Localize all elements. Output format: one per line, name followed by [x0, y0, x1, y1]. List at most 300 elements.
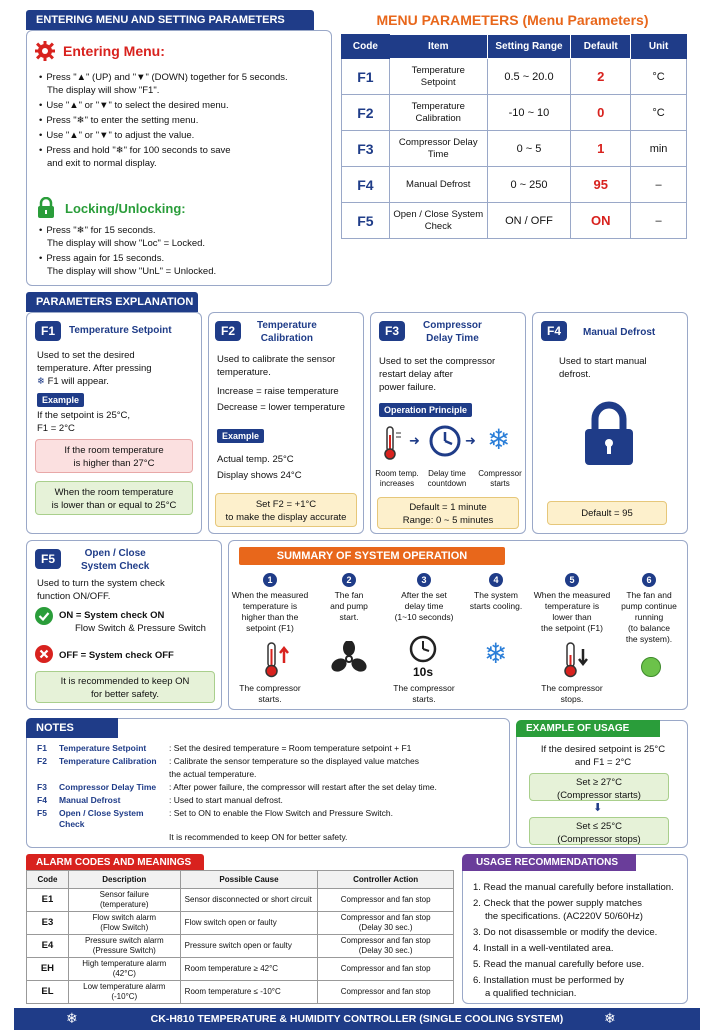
f4-desc-line: defrost. [559, 369, 591, 380]
step-number: 1 [263, 573, 277, 587]
snowflake-icon: ❄ [487, 424, 511, 455]
note-desc: : Calibrate the sensor temperature so the displayed value matches [169, 756, 419, 766]
locking-list [39, 224, 329, 278]
f1-red-box [35, 439, 193, 473]
alarm-desc [68, 889, 180, 912]
note-id [37, 832, 59, 843]
f3-desc-line: restart delay after [379, 369, 453, 380]
f3-caption: Compressor starts [478, 469, 522, 488]
f1-desc-line: Used to set the desired [37, 350, 135, 361]
alarm-code: EH [27, 958, 69, 981]
summary-panel [228, 540, 688, 710]
menu-param-item: Compressor Delay Time [389, 131, 487, 167]
f1-badge: F1 [35, 321, 61, 341]
col-header: Description [68, 871, 180, 889]
menu-param-range: 0 ~ 5 [487, 131, 571, 167]
summary-step [229, 573, 311, 634]
alarm-code: EL [27, 981, 69, 1004]
usage-stop-box [529, 817, 669, 845]
f5-on-line: ON = System check ON [59, 610, 165, 621]
f2-title [257, 319, 317, 345]
f4-desc-line: Used to start manual [559, 356, 647, 367]
x-circle-icon [35, 645, 53, 663]
f5-desc-line: function ON/OFF. [37, 591, 111, 602]
entering-title: Entering Menu: [63, 43, 165, 59]
alarm-action-line: Compressor and fan stop [340, 913, 431, 922]
f5-desc-line: Used to turn the system check [37, 578, 165, 589]
note-row [37, 743, 503, 754]
f2-badge: F2 [215, 321, 241, 341]
step-number: 3 [417, 573, 431, 587]
step-text: When the measured [533, 590, 611, 600]
usage-line: If the desired setpoint is 25°C [540, 744, 666, 755]
f1-example-line: If the setpoint is 25°C, [37, 410, 131, 421]
menu-params-header-row [342, 35, 687, 59]
f3-caption: Delay time countdown [427, 469, 467, 488]
menu-param-row [342, 203, 687, 239]
col-header: Default [571, 35, 631, 59]
note-name: Temperature Calibration [59, 756, 157, 766]
clock-icon [429, 425, 461, 457]
note-desc: : Used to start manual defrost. [169, 795, 283, 805]
menu-param-code: F1 [342, 59, 390, 95]
menu-param-default: ON [571, 203, 631, 239]
note-id: F5 [37, 808, 47, 818]
recommend-line: the specifications. (AC220V 50/60Hz) [485, 911, 643, 922]
recommend-line: 6. Installation must be performed by [473, 975, 625, 986]
check-circle-icon [35, 607, 53, 625]
alarms-header: ALARM CODES AND MEANINGS [26, 854, 204, 871]
usage-start-box [529, 773, 669, 801]
recommend-item [473, 897, 685, 923]
menu-param-unit: – [631, 203, 687, 239]
step-result-text: starts. [412, 694, 436, 704]
recommend-header: USAGE RECOMMENDATIONS [462, 854, 636, 871]
menu-param-item: Temperature Calibration [389, 95, 487, 131]
alarm-cause: Room temperature ≥ 42°C [180, 958, 318, 981]
step-text: (1~10 seconds) [394, 612, 454, 622]
alarm-action [318, 981, 454, 1004]
menu-param-row [342, 167, 687, 203]
note-row [37, 795, 503, 806]
f3-title-line: Delay Time [426, 333, 479, 344]
f1-desc-line: F1 will appear. [47, 376, 109, 387]
f2-example-line: Display shows 24°C [217, 470, 302, 481]
menu-param-default: 0 [571, 95, 631, 131]
note-name [59, 832, 169, 843]
step-result [229, 683, 311, 705]
note-row [37, 782, 503, 793]
note-name: Compressor Delay Time [59, 782, 157, 792]
alarm-row [27, 981, 454, 1004]
step-number: 4 [489, 573, 503, 587]
f1-green-box [35, 481, 193, 515]
step-text: The fan [334, 590, 364, 600]
entering-line: • Press "❄" to enter the setting menu. [39, 114, 329, 127]
alarm-desc-line: High temperature alarm [82, 959, 167, 968]
alarm-desc-line: (Pressure Switch) [92, 946, 156, 955]
f1-red-line: If the room temperature [64, 445, 164, 456]
summary-step [531, 573, 613, 634]
step-text: When the measured [231, 590, 309, 600]
f3-caption: Room temp. increases [375, 469, 419, 488]
alarm-desc [68, 935, 180, 958]
f2-box-line: to make the display accurate [225, 512, 347, 523]
step-number: 5 [565, 573, 579, 587]
note-name: Temperature Setpoint [59, 743, 147, 753]
step-result [531, 683, 613, 705]
f1-green-line: is lower than or equal to 25°C [51, 500, 177, 511]
usage-line: and F1 = 2°C [574, 757, 632, 768]
menu-params-title: MENU PARAMETERS (Menu Parameters) [376, 12, 649, 28]
step-result-text: starts. [258, 694, 282, 704]
alarms-table [26, 870, 454, 1004]
locking-line: The display will show "Loc" = Locked. [47, 238, 206, 249]
f5-desc [37, 577, 165, 603]
f1-example-tag: Example [37, 393, 84, 407]
menu-param-code: F2 [342, 95, 390, 131]
alarm-desc-line: Low temperature alarm [83, 982, 166, 991]
recommend-line: 2. Check that the power supply matches [473, 898, 642, 909]
step-result-text: The compressor [541, 683, 603, 693]
menu-param-row [342, 59, 687, 95]
recommend-item [473, 958, 685, 971]
alarm-action-line: Compressor and fan stop [340, 936, 431, 945]
alarm-action-line: Compressor and fan stop [340, 987, 431, 996]
menu-param-code: F4 [342, 167, 390, 203]
f1-green-line: When the room temperature [54, 487, 174, 498]
step-text: the setpoint (F1) [541, 623, 603, 633]
note-name [59, 769, 169, 780]
step-number: 2 [342, 573, 356, 587]
note-id: F3 [37, 782, 47, 792]
note-desc: : Set the desired temperature = Room temperature setpoint + F1 [169, 743, 412, 753]
footer-bar [14, 1008, 700, 1030]
f3-title [423, 319, 482, 345]
step-result-text: The compressor [239, 683, 301, 693]
f4-title: Manual Defrost [583, 327, 656, 338]
alarm-row [27, 889, 454, 912]
timer-label: 10s [412, 665, 434, 679]
note-desc: It is recommended to keep ON for better safety. [169, 832, 348, 842]
step-text: The fan and [626, 590, 672, 600]
alarm-desc-line: Pressure switch alarm [84, 936, 164, 945]
menu-param-row [342, 131, 687, 167]
alarm-action-line: (Delay 30 sec.) [358, 923, 413, 932]
menu-param-item: Manual Defrost [389, 167, 487, 203]
step-text: The system [474, 590, 518, 600]
alarm-action-line: (Delay 30 sec.) [358, 946, 413, 955]
step-text: higher than the [241, 612, 299, 622]
menu-param-range: 0 ~ 250 [487, 167, 571, 203]
f3-op-tag: Operation Principle [379, 403, 472, 417]
snowflake-icon: ❄ [604, 1010, 616, 1026]
f3-desc-line: power failure. [379, 382, 437, 393]
f4-desc [559, 355, 647, 381]
step-text: After the set [401, 590, 447, 600]
step-text: starts cooling. [469, 601, 523, 611]
recommend-panel [462, 854, 688, 1004]
menu-param-code: F3 [342, 131, 390, 167]
note-id: F2 [37, 756, 47, 766]
step-text: temperature is [242, 601, 298, 611]
step-text: the system). [625, 634, 673, 644]
f5-badge: F5 [35, 549, 61, 569]
menu-param-item: Temperature Setpoint [389, 59, 487, 95]
f2-increase: Increase = raise temperature [217, 386, 339, 397]
recommend-line: 4. Install in a well-ventilated area. [473, 943, 614, 954]
summary-header: SUMMARY OF SYSTEM OPERATION [239, 547, 505, 565]
usage-example-desc [517, 743, 689, 769]
f3-title-line: Compressor [423, 320, 482, 331]
f5-title-line: Open / Close [84, 548, 146, 559]
f5-title [81, 547, 149, 573]
usage-example-panel [516, 720, 688, 848]
arrow-right-icon: ➜ [465, 433, 476, 448]
step-number: 6 [642, 573, 656, 587]
f3-box-line: Range: 0 ~ 5 minutes [402, 515, 494, 526]
running-indicator-light [641, 657, 661, 677]
step-text: (to balance [627, 623, 671, 633]
menu-param-unit: – [631, 167, 687, 203]
locking-line: • Press again for 15 seconds. [39, 252, 329, 265]
recommend-list [473, 881, 685, 1003]
f2-desc-line: temperature. [217, 367, 271, 378]
f5-recommend-box [35, 671, 215, 703]
menu-param-code: F5 [342, 203, 390, 239]
f3-badge: F3 [379, 321, 405, 341]
note-name: Open / Close System Check [59, 808, 144, 829]
menu-param-unit: min [631, 131, 687, 167]
menu-param-item: Open / Close System Check [389, 203, 487, 239]
note-id: F4 [37, 795, 47, 805]
note-row [37, 756, 503, 767]
recommend-line: a qualified technician. [485, 988, 577, 999]
step-text: lower than [552, 612, 592, 622]
alarm-desc [68, 912, 180, 935]
f4-default-box: Default = 95 [547, 501, 667, 525]
note-desc: : After power failure, the compressor will restart after the set delay time. [169, 782, 437, 792]
note-desc: : Set to ON to enable the Flow Switch and Pressure Switch. [169, 808, 393, 818]
recommend-item [473, 942, 685, 955]
f5-box-line: for better safety. [91, 689, 159, 700]
step-result-text: stops. [560, 694, 584, 704]
f1-red-line: is higher than 27°C [73, 458, 155, 469]
recommend-item [473, 926, 685, 939]
locking-title: Locking/Unlocking: [65, 201, 186, 216]
step-text: pump continue [621, 601, 677, 611]
f2-title-line: Calibration [260, 333, 314, 344]
alarm-cause: Flow switch open or faulty [180, 912, 318, 935]
f2-example-line: Actual temp. 25°C [217, 454, 294, 465]
clock-icon [409, 635, 437, 663]
notes-list [37, 743, 503, 845]
step-text: and pump [330, 601, 368, 611]
step-result [387, 683, 461, 705]
note-row [37, 832, 503, 843]
alarm-cause: Pressure switch open or faulty [180, 935, 318, 958]
menu-param-unit: °C [631, 95, 687, 131]
alarm-cause: Sensor disconnected or short circuit [180, 889, 318, 912]
f5-card [26, 540, 222, 710]
usage-box-line: Set ≥ 27°C [576, 777, 622, 788]
f3-box-line: Default = 1 minute [409, 502, 487, 513]
alarm-code: E1 [27, 889, 69, 912]
usage-box-line: (Compressor starts) [557, 790, 641, 801]
col-header: Code [342, 35, 390, 59]
alarm-desc-line: (temperature) [100, 900, 149, 909]
gear-icon [35, 41, 55, 61]
alarms-header-row [27, 871, 454, 889]
thermometer-up-icon [381, 425, 403, 461]
enter-section-panel [26, 30, 332, 286]
recommend-line: 1. Read the manual carefully before installation. [473, 882, 674, 893]
f5-on-line: Flow Switch & Pressure Switch [75, 623, 206, 634]
entering-line: • Use "▲" or "▼" to select the desired menu. [39, 99, 329, 112]
entering-line: and exit to normal display. [47, 158, 157, 169]
f3-desc [379, 355, 525, 394]
f3-desc-line: Used to set the compressor [379, 356, 496, 367]
f1-example-line: F1 = 2°C [37, 423, 75, 434]
note-desc: the actual temperature. [169, 769, 257, 779]
f1-card [26, 312, 202, 534]
f1-desc-line: temperature. After pressing [37, 363, 152, 374]
alarm-desc-line: (Flow Switch) [100, 923, 149, 932]
f1-example [37, 409, 130, 435]
alarm-code: E3 [27, 912, 69, 935]
menu-param-range: ON / OFF [487, 203, 571, 239]
f2-desc [217, 353, 363, 414]
f2-decrease: Decrease = lower temperature [217, 402, 346, 413]
f2-box-line: Set F2 = +1°C [255, 499, 317, 510]
f3-default-box [377, 497, 519, 529]
alarm-desc [68, 958, 180, 981]
f5-on [59, 609, 206, 635]
recommend-item [473, 974, 685, 1000]
summary-step [461, 573, 531, 612]
col-header: Controller Action [318, 871, 454, 889]
f4-badge: F4 [541, 321, 567, 341]
step-text: temperature is [544, 601, 600, 611]
alarm-action-line: Compressor and fan stop [340, 895, 431, 904]
alarm-action [318, 958, 454, 981]
thermometer-up-icon [262, 641, 292, 679]
f2-card [208, 312, 364, 534]
usage-box-line: (Compressor stops) [557, 834, 641, 845]
alarm-desc [68, 981, 180, 1004]
alarm-action [318, 935, 454, 958]
col-header: Code [27, 871, 69, 889]
entering-line: • Use "▲" or "▼" to adjust the value. [39, 129, 329, 142]
explain-header: PARAMETERS EXPLANATION [26, 292, 198, 312]
summary-step [387, 573, 461, 623]
alarm-cause: Room temperature ≤ -10°C [180, 981, 318, 1004]
menu-param-default: 1 [571, 131, 631, 167]
f2-example [217, 453, 302, 482]
padlock-icon [37, 197, 55, 219]
note-id [37, 769, 59, 780]
alarm-desc-line: (42°C) [112, 969, 136, 978]
footer-title: CK-H810 TEMPERATURE & HUMIDITY CONTROLLER (SINGLE COOLING SYSTEM) [150, 1013, 564, 1025]
usage-box-line: Set ≤ 25°C [576, 821, 622, 832]
locking-line: • Press "❄" for 15 seconds. [39, 224, 329, 237]
note-row [37, 808, 503, 830]
alarm-code: E4 [27, 935, 69, 958]
recommend-line: 3. Do not disassemble or modify the device. [473, 927, 658, 938]
step-text: delay time [404, 601, 444, 611]
arrow-right-icon: ➜ [409, 433, 420, 448]
alarm-action-line: Compressor and fan stop [340, 964, 431, 973]
f2-result-box [215, 493, 357, 527]
f5-box-line: It is recommended to keep ON [60, 676, 190, 687]
recommend-line: 5. Read the manual carefully before use. [473, 959, 645, 970]
snowflake-icon: ❄ [484, 638, 508, 669]
arrow-down-icon: ⬇ [593, 802, 603, 814]
summary-step [613, 573, 685, 645]
menu-param-default: 95 [571, 167, 631, 203]
f4-card [532, 312, 688, 534]
notes-panel [26, 718, 510, 848]
menu-param-row [342, 95, 687, 131]
f2-example-tag: Example [217, 429, 264, 443]
snowflake-icon: ❄ [66, 1010, 78, 1026]
f5-off: OFF = System check OFF [59, 650, 174, 661]
alarm-desc-line: Flow switch alarm [92, 913, 157, 922]
alarm-action [318, 889, 454, 912]
enter-section-header: ENTERING MENU AND SETTING PARAMETERS [26, 10, 314, 30]
snowflake-icon: ❄ [37, 376, 45, 387]
summary-step [311, 573, 387, 623]
f2-desc-line: Used to calibrate the sensor [217, 354, 336, 365]
alarm-desc-line: (-10°C) [111, 992, 138, 1001]
step-text: start. [339, 612, 359, 622]
alarm-desc-line: Sensor failure [99, 890, 149, 899]
col-header: Possible Cause [180, 871, 318, 889]
note-row [37, 769, 503, 780]
locking-line: The display will show "UnL" = Unlocked. [47, 266, 217, 277]
usage-example-header: EXAMPLE OF USAGE [516, 720, 660, 737]
entering-line: • Press "▲" (UP) and "▼" (DOWN) together for 5 seconds. [39, 71, 329, 84]
step-text: setpoint (F1) [246, 623, 294, 633]
col-header: Item [389, 35, 487, 59]
step-text: running [634, 612, 664, 622]
menu-param-range: 0.5 ~ 20.0 [487, 59, 571, 95]
entering-list [39, 71, 329, 170]
menu-param-default: 2 [571, 59, 631, 95]
entering-line: The display will show "F1". [47, 85, 160, 96]
thermometer-down-icon [561, 641, 591, 679]
alarm-row [27, 912, 454, 935]
f3-card [370, 312, 526, 534]
note-name: Manual Defrost [59, 795, 121, 805]
note-id: F1 [37, 743, 47, 753]
fan-icon [331, 641, 367, 677]
step-result-text: The compressor [393, 683, 455, 693]
notes-header: NOTES [26, 718, 118, 738]
menu-param-range: -10 ~ 10 [487, 95, 571, 131]
alarm-row [27, 935, 454, 958]
entering-line: • Press and hold "❄" for 100 seconds to save [39, 144, 329, 157]
alarm-row [27, 958, 454, 981]
alarm-action [318, 912, 454, 935]
f2-title-line: Temperature [257, 320, 317, 331]
f1-desc [37, 349, 199, 388]
recommend-item [473, 881, 685, 894]
f1-title: Temperature Setpoint [69, 325, 172, 336]
col-header: Unit [631, 35, 687, 59]
menu-params-table [341, 34, 687, 239]
col-header: Setting Range [487, 35, 571, 59]
